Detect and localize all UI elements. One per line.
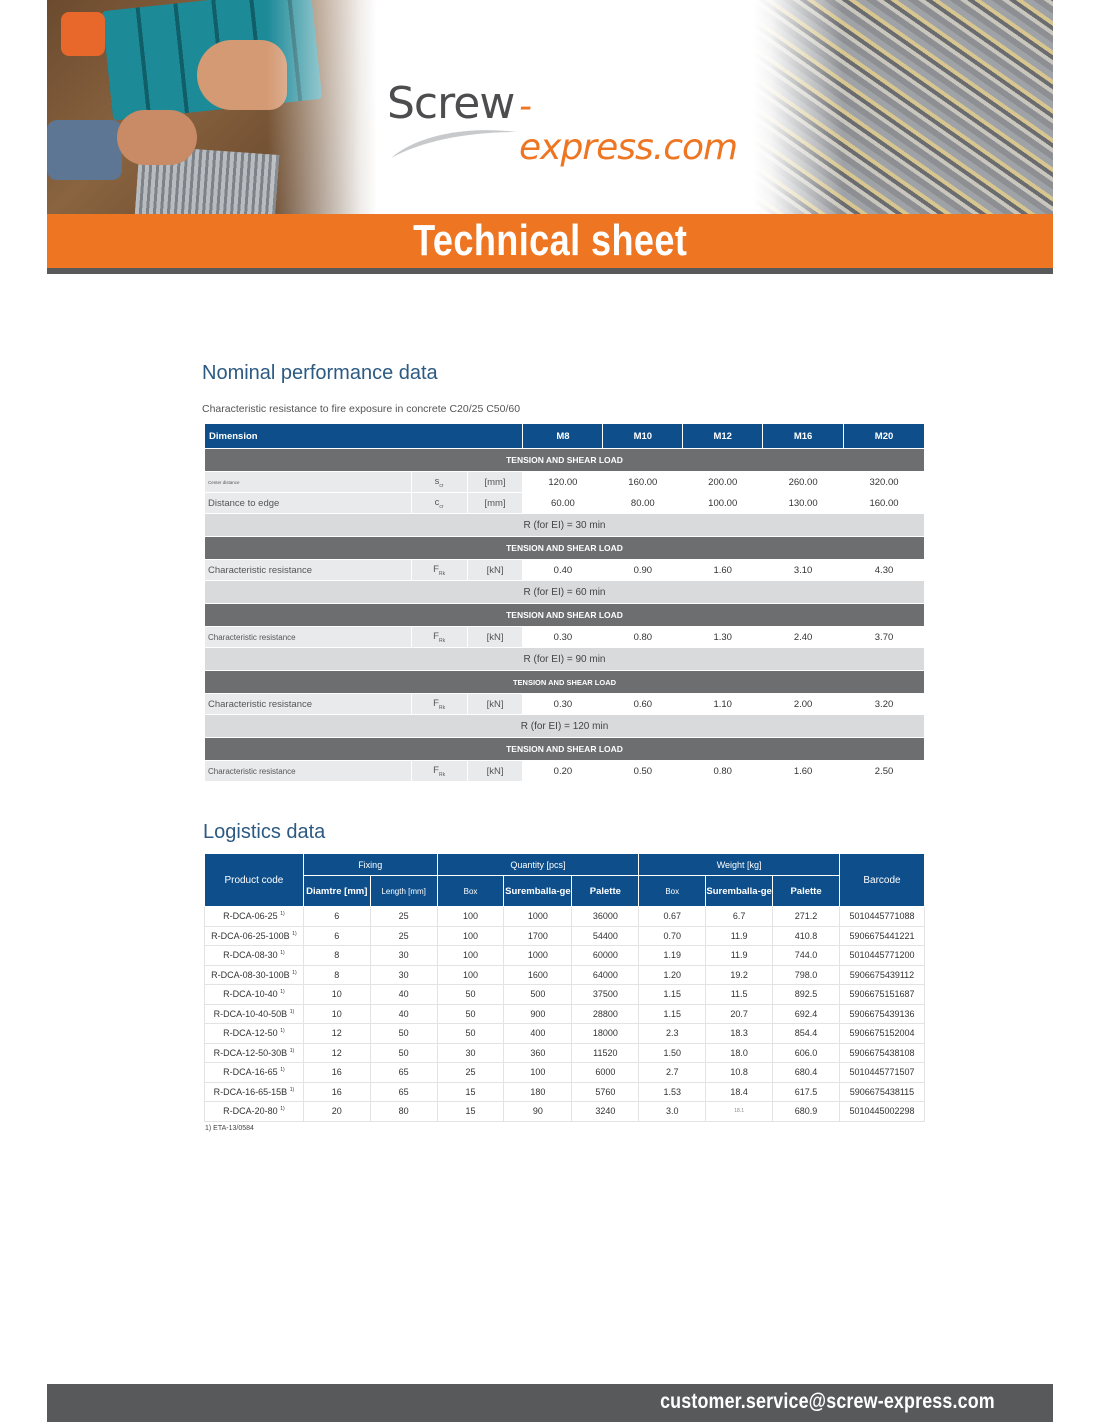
fire-rating-label: R (for EI) = 30 min <box>205 514 925 537</box>
cell: 5760 <box>572 1082 639 1102</box>
cell: 15 <box>437 1082 504 1102</box>
product-code-cell: R-DCA-08-30 $^{1)}$ <box>205 946 304 966</box>
cell: 130.00 <box>763 493 844 514</box>
barcode-cell: 5906675151687 <box>839 985 924 1005</box>
table-row <box>205 985 925 1005</box>
footnote-marker: 1) <box>280 989 285 996</box>
symbol: $c_{cr}$ <box>411 493 467 514</box>
sleeve <box>47 120 122 180</box>
cell: 798.0 <box>773 965 840 985</box>
footnote-marker: 1) <box>280 950 285 957</box>
cell: 1.15 <box>639 1004 706 1024</box>
load-row <box>205 537 925 560</box>
load-label: TENSION AND SHEAR LOAD <box>205 537 925 560</box>
load-row <box>205 738 925 761</box>
column-header: Palette <box>773 876 840 907</box>
cell: 25 <box>437 1063 504 1083</box>
row-label: Center distance <box>205 472 412 493</box>
cell: 64000 <box>572 965 639 985</box>
screws-photo <box>753 0 1053 214</box>
load-row <box>205 604 925 627</box>
row-label: Characteristic resistance <box>205 694 412 715</box>
cell: 900 <box>504 1004 572 1024</box>
table-row <box>205 1043 925 1063</box>
symbol: $F_{Rk}$ <box>411 560 467 581</box>
cell: 1.20 <box>639 965 706 985</box>
cell: 54400 <box>572 926 639 946</box>
column-header: M20 <box>844 424 925 449</box>
cell: 30 <box>370 965 437 985</box>
unit: [kN] <box>467 694 523 715</box>
barcode-cell: 5010445771088 <box>839 907 924 927</box>
cell: 100 <box>504 1063 572 1083</box>
cell: 11.9 <box>706 946 773 966</box>
barcode-cell: 5010445771200 <box>839 946 924 966</box>
cell: 25 <box>370 907 437 927</box>
cell: 80 <box>370 1102 437 1122</box>
cell: 2.3 <box>639 1024 706 1044</box>
performance-subtitle: Characteristic resistance to fire exposure in concrete C20/25 C50/60 <box>202 403 521 415</box>
workshop-photo <box>47 0 377 214</box>
cell: 0.67 <box>639 907 706 927</box>
cell: 1.50 <box>639 1043 706 1063</box>
cell: 2.50 <box>844 761 925 782</box>
cell: 10.8 <box>706 1063 773 1083</box>
table-row <box>205 1082 925 1102</box>
cell: 11.5 <box>706 985 773 1005</box>
title-bar <box>47 214 1053 268</box>
cell: 0.60 <box>603 694 683 715</box>
cell: 3.20 <box>844 694 925 715</box>
load-label: TENSION AND SHEAR LOAD <box>205 671 925 694</box>
cell: 30 <box>370 946 437 966</box>
cell: 1.60 <box>763 761 844 782</box>
cell: 3.0 <box>639 1102 706 1122</box>
symbol: $F_{Rk}$ <box>411 694 467 715</box>
cell: 50 <box>370 1043 437 1063</box>
cell: 1.53 <box>639 1082 706 1102</box>
cell: 30 <box>437 1043 504 1063</box>
cell: 2.7 <box>639 1063 706 1083</box>
cell: 1000 <box>504 946 572 966</box>
fire-rating-row <box>205 581 925 604</box>
table-row <box>205 472 925 493</box>
cell: 12 <box>303 1043 370 1063</box>
header <box>47 0 1053 274</box>
cell: 20.7 <box>706 1004 773 1024</box>
logistics-title: Logistics data <box>203 821 326 843</box>
table-row <box>205 965 925 985</box>
cell: 1000 <box>504 907 572 927</box>
cell: 65 <box>370 1063 437 1083</box>
cell: 37500 <box>572 985 639 1005</box>
footnote-marker: 1) <box>289 1047 295 1054</box>
table-row <box>205 694 925 715</box>
cell: 1.10 <box>683 694 763 715</box>
unit: [mm] <box>467 493 523 514</box>
cell: 6 <box>303 907 370 927</box>
table-row <box>205 560 925 581</box>
cell: 854.4 <box>773 1024 840 1044</box>
cell: 160.00 <box>603 472 683 493</box>
product-code-cell: R-DCA-16-65-15B $^{1)}$ <box>205 1082 304 1102</box>
cell: 0.80 <box>683 761 763 782</box>
cell: 8 <box>303 946 370 966</box>
cell: 18.1 <box>706 1102 773 1122</box>
cell: 0.50 <box>603 761 683 782</box>
cell: 120.00 <box>523 472 603 493</box>
cell: 80.00 <box>603 493 683 514</box>
product-code-cell: R-DCA-12-50-30B $^{1)}$ <box>205 1043 304 1063</box>
load-row <box>205 671 925 694</box>
brand-name-part2: -express.com <box>519 86 738 168</box>
column-header: Box <box>437 876 504 907</box>
cell: 50 <box>437 1024 504 1044</box>
column-header: Suremballa-ge <box>504 876 572 907</box>
cell: 271.2 <box>773 907 840 927</box>
cell: 18000 <box>572 1024 639 1044</box>
footnote-marker: 1) <box>289 1086 295 1093</box>
cell: 892.5 <box>773 985 840 1005</box>
cell: 400 <box>504 1024 572 1044</box>
column-header: M8 <box>523 424 603 449</box>
fire-rating-row <box>205 514 925 537</box>
load-row <box>205 449 925 472</box>
cell: 680.9 <box>773 1102 840 1122</box>
column-header: M16 <box>763 424 844 449</box>
cell: 2.40 <box>763 627 844 648</box>
column-header: Palette <box>572 876 639 907</box>
cell: 19.2 <box>706 965 773 985</box>
load-label: TENSION AND SHEAR LOAD <box>205 604 925 627</box>
column-header: Length [mm] <box>370 876 437 907</box>
brand-logo <box>387 76 747 166</box>
cell: 744.0 <box>773 946 840 966</box>
logistics-table-body <box>205 907 925 1122</box>
column-group-header: Fixing <box>303 854 437 876</box>
table-row <box>205 907 925 927</box>
logistics-table <box>204 853 925 1122</box>
footnote: 1) ETA-13/0584 <box>205 1125 254 1132</box>
cell: 0.90 <box>603 560 683 581</box>
cell: 11.9 <box>706 926 773 946</box>
cell: 0.20 <box>523 761 603 782</box>
cell: 0.40 <box>523 560 603 581</box>
cell: 8 <box>303 965 370 985</box>
cell: 100 <box>437 926 504 946</box>
tape-measure <box>61 12 105 56</box>
banner <box>47 0 1053 214</box>
cell: 100 <box>437 907 504 927</box>
unit: [kN] <box>467 560 523 581</box>
cell: 606.0 <box>773 1043 840 1063</box>
cell: 15 <box>437 1102 504 1122</box>
cell: 200.00 <box>683 472 763 493</box>
table-row <box>205 1024 925 1044</box>
table-row <box>205 1063 925 1083</box>
cell: 617.5 <box>773 1082 840 1102</box>
table-row <box>205 1004 925 1024</box>
cell: 1.60 <box>683 560 763 581</box>
product-code-cell: R-DCA-16-65 $^{1)}$ <box>205 1063 304 1083</box>
contact-email-link[interactable]: customer.service@screw-express.com <box>660 1390 995 1413</box>
cell: 1700 <box>504 926 572 946</box>
table-row <box>205 1102 925 1122</box>
cell: 16 <box>303 1082 370 1102</box>
cell: 20 <box>303 1102 370 1122</box>
cell: 260.00 <box>763 472 844 493</box>
load-label: TENSION AND SHEAR LOAD <box>205 449 925 472</box>
footnote-marker: 1) <box>292 969 297 976</box>
cell: 12 <box>303 1024 370 1044</box>
table-row <box>205 627 925 648</box>
hand <box>117 110 197 165</box>
cell: 36000 <box>572 907 639 927</box>
cell: 100.00 <box>683 493 763 514</box>
cell: 90 <box>504 1102 572 1122</box>
cell: 0.30 <box>523 694 603 715</box>
unit: [kN] <box>467 761 523 782</box>
column-header: Dimension <box>205 424 523 449</box>
logo-swoosh-icon <box>389 124 519 160</box>
cell: 3.10 <box>763 560 844 581</box>
performance-table <box>204 423 925 782</box>
row-label: Characteristic resistance <box>205 761 412 782</box>
cell: 60000 <box>572 946 639 966</box>
cell: 50 <box>370 1024 437 1044</box>
cell: 65 <box>370 1082 437 1102</box>
column-header: M10 <box>603 424 683 449</box>
row-label: Distance to edge <box>205 493 412 514</box>
barcode-cell: 5906675152004 <box>839 1024 924 1044</box>
product-code-cell: R-DCA-06-25 $^{1)}$ <box>205 907 304 927</box>
cell: 410.8 <box>773 926 840 946</box>
cell: 680.4 <box>773 1063 840 1083</box>
column-header: Diamtre [mm] <box>303 876 370 907</box>
product-code-cell: R-DCA-12-50 $^{1)}$ <box>205 1024 304 1044</box>
fire-rating-label: R (for EI) = 120 min <box>205 715 925 738</box>
barcode-cell: 5906675439112 <box>839 965 924 985</box>
load-label: TENSION AND SHEAR LOAD <box>205 738 925 761</box>
cell: 3.70 <box>844 627 925 648</box>
column-group-header: Quantity [pcs] <box>437 854 639 876</box>
performance-title: Nominal performance data <box>202 362 438 384</box>
cell: 6 <box>303 926 370 946</box>
cell: 0.30 <box>523 627 603 648</box>
table-row <box>205 761 925 782</box>
product-code-cell: R-DCA-08-30-100B $^{1)}$ <box>205 965 304 985</box>
cell: 1.30 <box>683 627 763 648</box>
footnote-marker: 1) <box>289 1008 295 1015</box>
symbol: $s_{cr}$ <box>411 472 467 493</box>
table-header-row <box>205 424 925 449</box>
footer <box>47 1384 1053 1422</box>
cell: 180 <box>504 1082 572 1102</box>
footnote-marker: 1) <box>292 930 297 937</box>
symbol: $F_{Rk}$ <box>411 761 467 782</box>
cell: 18.4 <box>706 1082 773 1102</box>
product-code-cell: R-DCA-10-40-50B $^{1)}$ <box>205 1004 304 1024</box>
cell: 40 <box>370 1004 437 1024</box>
column-header: Product code <box>205 854 304 907</box>
fire-rating-label: R (for EI) = 90 min <box>205 648 925 671</box>
cell: 25 <box>370 926 437 946</box>
cell: 1.19 <box>639 946 706 966</box>
column-header: Barcode <box>839 854 924 907</box>
cell: 10 <box>303 1004 370 1024</box>
cell: 50 <box>437 985 504 1005</box>
cell: 50 <box>437 1004 504 1024</box>
cell: 28800 <box>572 1004 639 1024</box>
row-label: Characteristic resistance <box>205 627 412 648</box>
fire-rating-row <box>205 648 925 671</box>
table-header-row <box>205 854 925 876</box>
cell: 11520 <box>572 1043 639 1063</box>
cell: 1.15 <box>639 985 706 1005</box>
table-row <box>205 926 925 946</box>
cell: 1600 <box>504 965 572 985</box>
footnote-marker: 1) <box>280 1106 285 1113</box>
cell: 2.00 <box>763 694 844 715</box>
cell: 3240 <box>572 1102 639 1122</box>
cell: 100 <box>437 965 504 985</box>
barcode-cell: 5010445002298 <box>839 1102 924 1122</box>
table-subheader-row <box>205 876 925 907</box>
product-code-cell: R-DCA-10-40 $^{1)}$ <box>205 985 304 1005</box>
fire-rating-row <box>205 715 925 738</box>
column-header: Box <box>639 876 706 907</box>
symbol: $F_{Rk}$ <box>411 627 467 648</box>
product-code-cell: R-DCA-20-80 $^{1)}$ <box>205 1102 304 1122</box>
cell: 0.70 <box>639 926 706 946</box>
column-header: Suremballa-ge <box>706 876 773 907</box>
barcode-cell: 5906675439136 <box>839 1004 924 1024</box>
cell: 100 <box>437 946 504 966</box>
cell: 692.4 <box>773 1004 840 1024</box>
cell: 18.0 <box>706 1043 773 1063</box>
product-code-cell: R-DCA-06-25-100B $^{1)}$ <box>205 926 304 946</box>
page-title: Technical sheet <box>412 216 688 265</box>
cell: 160.00 <box>844 493 925 514</box>
cell: 10 <box>303 985 370 1005</box>
cell: 6.7 <box>706 907 773 927</box>
barcode-cell: 5906675438115 <box>839 1082 924 1102</box>
cell: 16 <box>303 1063 370 1083</box>
cell: 18.3 <box>706 1024 773 1044</box>
divider <box>47 268 1053 274</box>
cell: 360 <box>504 1043 572 1063</box>
cell: 6000 <box>572 1063 639 1083</box>
cell: 320.00 <box>844 472 925 493</box>
cell: 0.80 <box>603 627 683 648</box>
unit: [kN] <box>467 627 523 648</box>
table-row <box>205 493 925 514</box>
row-label: Characteristic resistance <box>205 560 412 581</box>
barcode-cell: 5010445771507 <box>839 1063 924 1083</box>
brand-name-part1: Screw <box>387 78 515 129</box>
cell: 40 <box>370 985 437 1005</box>
column-group-header: Weight [kg] <box>639 854 840 876</box>
footnote-marker: 1) <box>280 911 285 918</box>
cell: 60.00 <box>523 493 603 514</box>
footnote-marker: 1) <box>280 1067 285 1074</box>
barcode-cell: 5906675438108 <box>839 1043 924 1063</box>
barcode-cell: 5906675441221 <box>839 926 924 946</box>
table-row <box>205 946 925 966</box>
cell: 500 <box>504 985 572 1005</box>
footnote-marker: 1) <box>280 1028 285 1035</box>
fire-rating-label: R (for EI) = 60 min <box>205 581 925 604</box>
cell: 4.30 <box>844 560 925 581</box>
column-header: M12 <box>683 424 763 449</box>
unit: [mm] <box>467 472 523 493</box>
